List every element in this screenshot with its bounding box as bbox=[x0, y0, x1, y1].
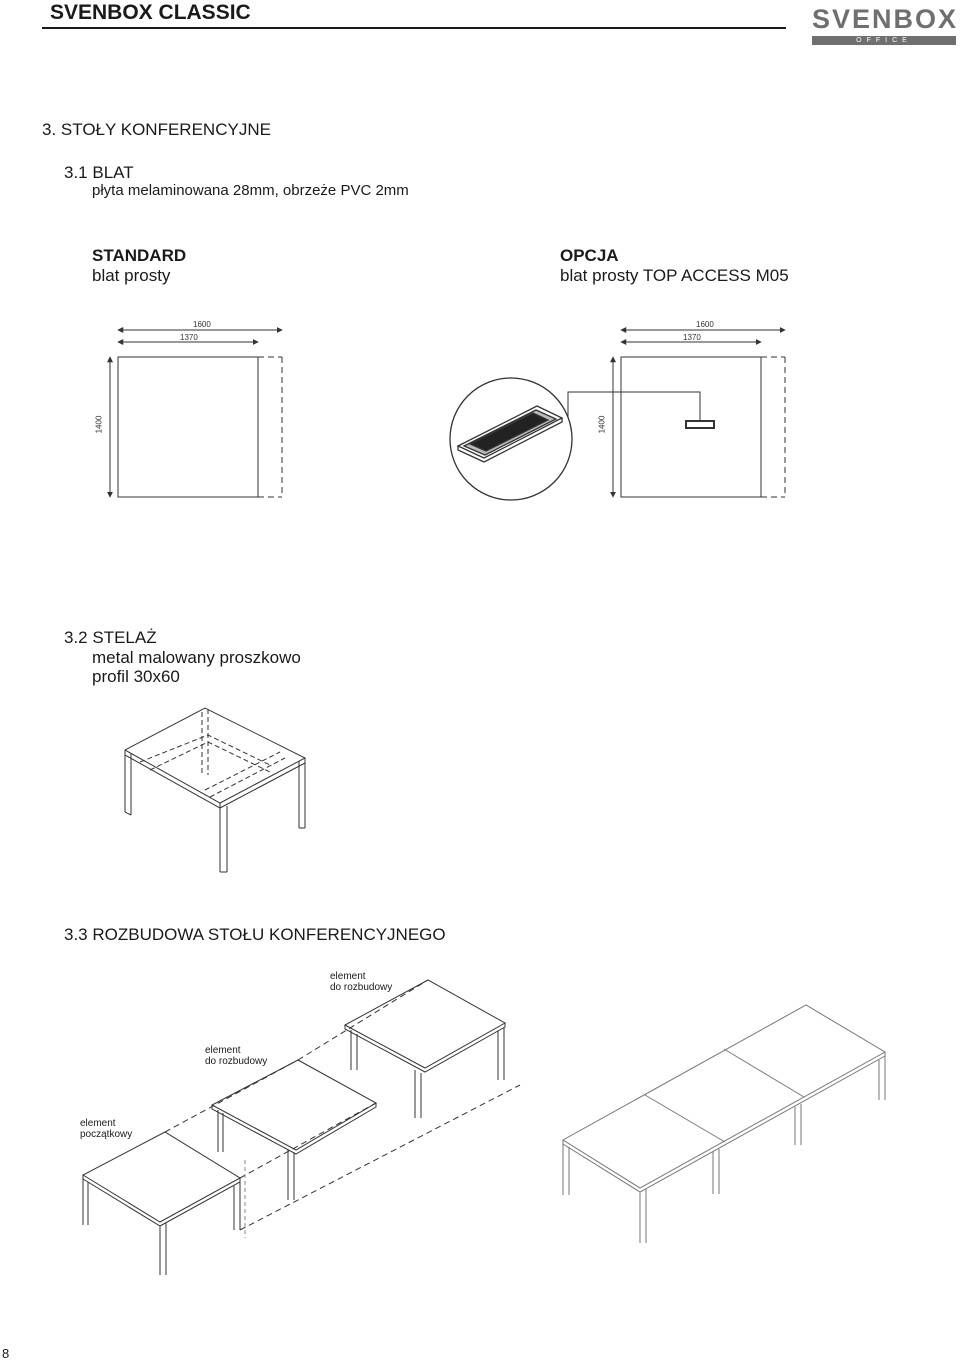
stelaz-line1: metal malowany proszkowo bbox=[92, 648, 301, 667]
dim-label-1600-option: 1600 bbox=[696, 320, 714, 329]
rozbudowa-heading: 3.3 ROZBUDOWA STOŁU KONFERENCYJNEGO bbox=[64, 925, 446, 944]
dim-label-1600: 1600 bbox=[193, 320, 211, 329]
section-title: 3. STOŁY KONFERENCYJNE bbox=[42, 120, 271, 139]
dim-label-1370-option: 1370 bbox=[683, 333, 701, 342]
label-start-1: element bbox=[80, 1118, 116, 1129]
label-extension-mid-1: element bbox=[205, 1045, 241, 1056]
standard-label: STANDARD bbox=[92, 246, 187, 265]
dim-label-1400: 1400 bbox=[94, 415, 104, 434]
label-extension-top-2: do rozbudowy bbox=[330, 982, 393, 993]
top-access-detail bbox=[450, 378, 572, 500]
brand-logo-tagline: OFFICE SOLUTIONS bbox=[812, 36, 956, 45]
assembled-table bbox=[563, 1005, 885, 1243]
dim-label-1370: 1370 bbox=[180, 333, 198, 342]
dim-label-1400-option: 1400 bbox=[597, 415, 607, 434]
option-label: OPCJA bbox=[560, 246, 619, 265]
stelaz-heading: 3.2 STELAŻ bbox=[64, 628, 157, 647]
blat-heading: 3.1 BLAT bbox=[64, 163, 134, 182]
brand-logo: SVENBOX bbox=[812, 4, 959, 34]
tabletop-outline bbox=[118, 357, 258, 497]
option-top-view bbox=[568, 330, 785, 497]
frame-isometric bbox=[125, 708, 305, 872]
extension-sequence bbox=[83, 980, 520, 1275]
stelaz-line2: profil 30x60 bbox=[92, 667, 180, 686]
callout-line bbox=[568, 392, 700, 430]
page-number: 8 bbox=[2, 1346, 10, 1361]
document-title: SVENBOX CLASSIC bbox=[50, 1, 251, 24]
blat-description: płyta melaminowana 28mm, obrzeże PVC 2mm bbox=[92, 182, 409, 199]
label-extension-mid-2: do rozbudowy bbox=[205, 1056, 268, 1067]
label-extension-top-1: element bbox=[330, 971, 366, 982]
standard-desc: blat prosty bbox=[92, 266, 171, 285]
standard-top-view bbox=[110, 330, 282, 497]
top-access-m05-box bbox=[686, 421, 714, 428]
option-desc: blat prosty TOP ACCESS M05 bbox=[560, 266, 789, 285]
label-start-2: początkowy bbox=[80, 1129, 133, 1140]
